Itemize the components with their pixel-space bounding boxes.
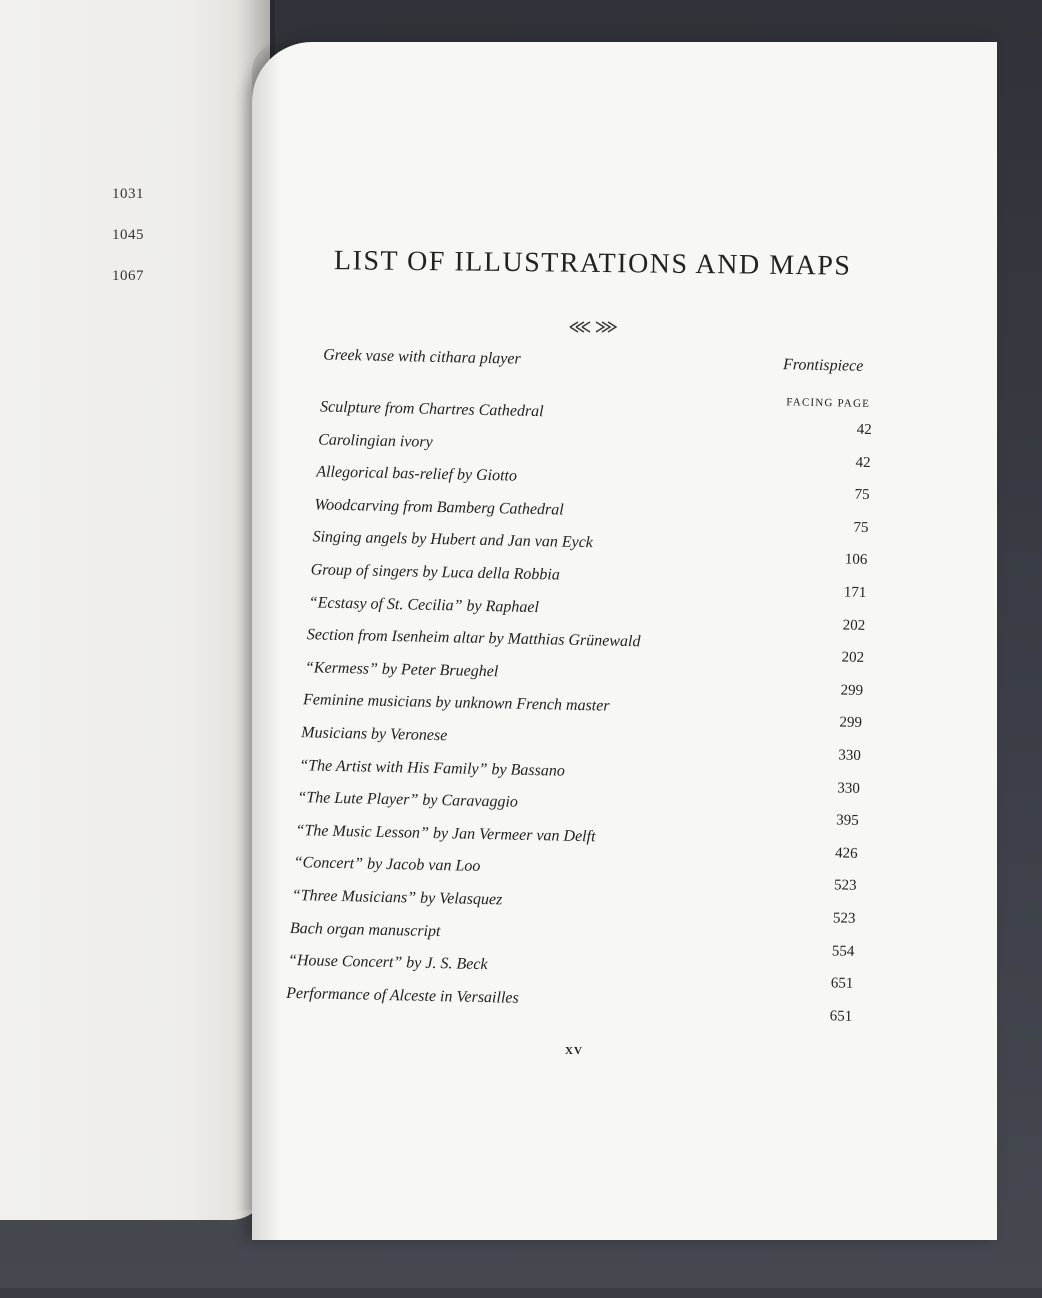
list-item-page: 42 — [855, 454, 871, 471]
left-page-number: 1067 — [112, 268, 144, 284]
frontispiece-label: Frontispiece — [782, 356, 864, 375]
list-item-title: “Three Musicians” by Velasquez — [291, 887, 503, 909]
list-item-page: 426 — [834, 845, 858, 862]
frontispiece-entry: Greek vase with cithara player — [322, 346, 521, 368]
list-item-page: 202 — [842, 617, 866, 634]
list-item-title: Singing angels by Hubert and Jan van Eyck — [312, 528, 594, 552]
left-page-number: 1031 — [112, 186, 144, 202]
list-item-page: 299 — [840, 682, 864, 699]
list-item-title: Carolingian ivory — [318, 431, 433, 451]
list-item-title: “Concert” by Jacob van Loo — [293, 854, 481, 876]
left-page-number: 1045 — [112, 227, 144, 243]
list-item-page: 330 — [837, 780, 860, 797]
list-item-title: Performance of Alceste in Versailles — [286, 984, 519, 1007]
list-item-page: 171 — [843, 584, 867, 601]
list-item-page: 554 — [831, 942, 855, 960]
list-item-page: 299 — [839, 714, 863, 732]
list-item-title: Allegorical bas-relief by Giotto — [316, 463, 518, 485]
list-item-page: 523 — [832, 910, 856, 927]
list-item-title: “Ecstasy of St. Cecilia” by Raphael — [308, 593, 540, 616]
list-item-page: 42 — [856, 421, 872, 439]
facing-page-header: FACING PAGE — [786, 396, 871, 411]
list-item-title: Feminine musicians by unknown French master — [302, 691, 610, 716]
list-item-page: 75 — [854, 486, 870, 504]
list-item-title: “Kermess” by Peter Brueghel — [304, 659, 499, 681]
list-item-title: “The Music Lesson” by Jan Vermeer van Delft — [295, 821, 596, 846]
list-item-page: 106 — [844, 551, 868, 569]
list-item-page: 330 — [838, 747, 862, 764]
list-item-title: “The Lute Player” by Caravaggio — [297, 789, 519, 811]
list-item-page: 523 — [833, 877, 857, 895]
list-item-page: 651 — [830, 975, 854, 992]
list-item-page: 395 — [836, 812, 859, 830]
list-item-title: Bach organ manuscript — [289, 919, 441, 940]
list-item-title: Sculpture from Chartres Cathedral — [319, 398, 544, 421]
list-item-title: “The Artist with His Family” by Bassano — [299, 756, 566, 780]
page-title: LIST OF ILLUSTRATIONS AND MAPS — [333, 245, 852, 282]
list-item-title: Woodcarving from Bamberg Cathedral — [314, 496, 564, 519]
list-item-title: Section from Isenheim altar by Matthias Grünewald — [306, 626, 641, 651]
list-item-title: “House Concert” by J. S. Beck — [287, 952, 488, 974]
list-item-page: 202 — [841, 649, 865, 667]
folio-number: XV — [565, 1045, 583, 1057]
list-item-title: Group of singers by Luca della Robbia — [310, 561, 560, 584]
list-item-page: 651 — [829, 1008, 853, 1025]
list-item-title: Musicians by Veronese — [301, 724, 448, 745]
list-item-page: 75 — [853, 519, 869, 536]
